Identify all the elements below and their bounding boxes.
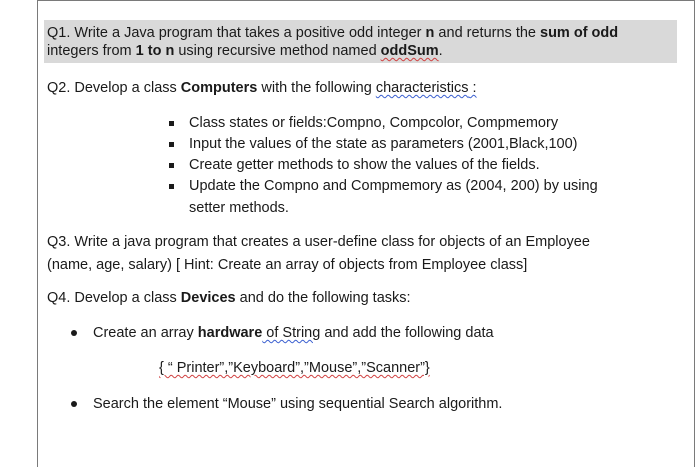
- q4-text: Create an array: [93, 325, 198, 341]
- q1-text: Q1. Write a Java program that takes a positive odd integer: [47, 25, 426, 41]
- q3-line-1: Q3. Write a java program that creates a user-define class for objects of an Employee: [47, 234, 590, 250]
- q4-text: and add the following data: [320, 325, 494, 341]
- square-bullet-icon: [169, 142, 174, 147]
- q1-text: using recursive method named: [174, 43, 381, 59]
- q1-line-2: [47, 42, 443, 60]
- q2-text: :: [468, 80, 477, 96]
- q4-text: Q4. Develop a class: [47, 290, 181, 306]
- q2-bullet-4-line-1: Update the Compno and Compmemory as (2004, 200) by using: [189, 178, 598, 194]
- q4-bullet-2: Search the element “Mouse” using sequential Search algorithm.: [93, 396, 503, 412]
- q2-bullet-3: Create getter methods to show the values of the fields.: [189, 157, 540, 173]
- square-bullet-icon: [169, 184, 174, 189]
- q3-line-2: (name, age, salary) [ Hint: Create an array of objects from Employee class]: [47, 257, 528, 273]
- q2-text: Q2. Develop a class: [47, 80, 181, 96]
- q4-intro: [47, 289, 411, 307]
- q4-bullet-1: [93, 324, 494, 342]
- q2-text: characteristics: [375, 80, 469, 96]
- q1-text: and returns the: [434, 25, 540, 41]
- round-bullet-icon: [71, 401, 77, 407]
- q4-text: of String: [262, 325, 321, 341]
- q2-bullet-4-line-2: setter methods.: [189, 200, 289, 216]
- q2-intro: [47, 79, 477, 97]
- q1-range: 1 to n: [135, 43, 175, 59]
- q1-text: .: [438, 43, 443, 59]
- q2-text: with the following: [257, 80, 376, 96]
- q1-text: integers from: [47, 43, 136, 59]
- q1-line-1: [47, 24, 618, 42]
- q1-sum-of-odd: sum of odd: [540, 25, 619, 41]
- square-bullet-icon: [169, 121, 174, 126]
- q1-method-name: oddSum: [380, 43, 439, 59]
- q4-data-array: { “ Printer”,”Keyboard”,”Mouse”,”Scanner”}: [159, 360, 430, 376]
- square-bullet-icon: [169, 163, 174, 168]
- round-bullet-icon: [71, 330, 77, 336]
- q2-class-name: Computers: [180, 80, 258, 96]
- q2-bullet-2: Input the values of the state as parameters (2001,Black,100): [189, 136, 578, 152]
- q4-text: and do the following tasks:: [235, 290, 411, 306]
- q4-class-name: Devices: [180, 290, 236, 306]
- q1-n: n: [425, 25, 435, 41]
- q2-bullet-1: Class states or fields:Compno, Compcolor, Compmemory: [189, 115, 559, 131]
- q4-array-name: hardware: [197, 325, 263, 341]
